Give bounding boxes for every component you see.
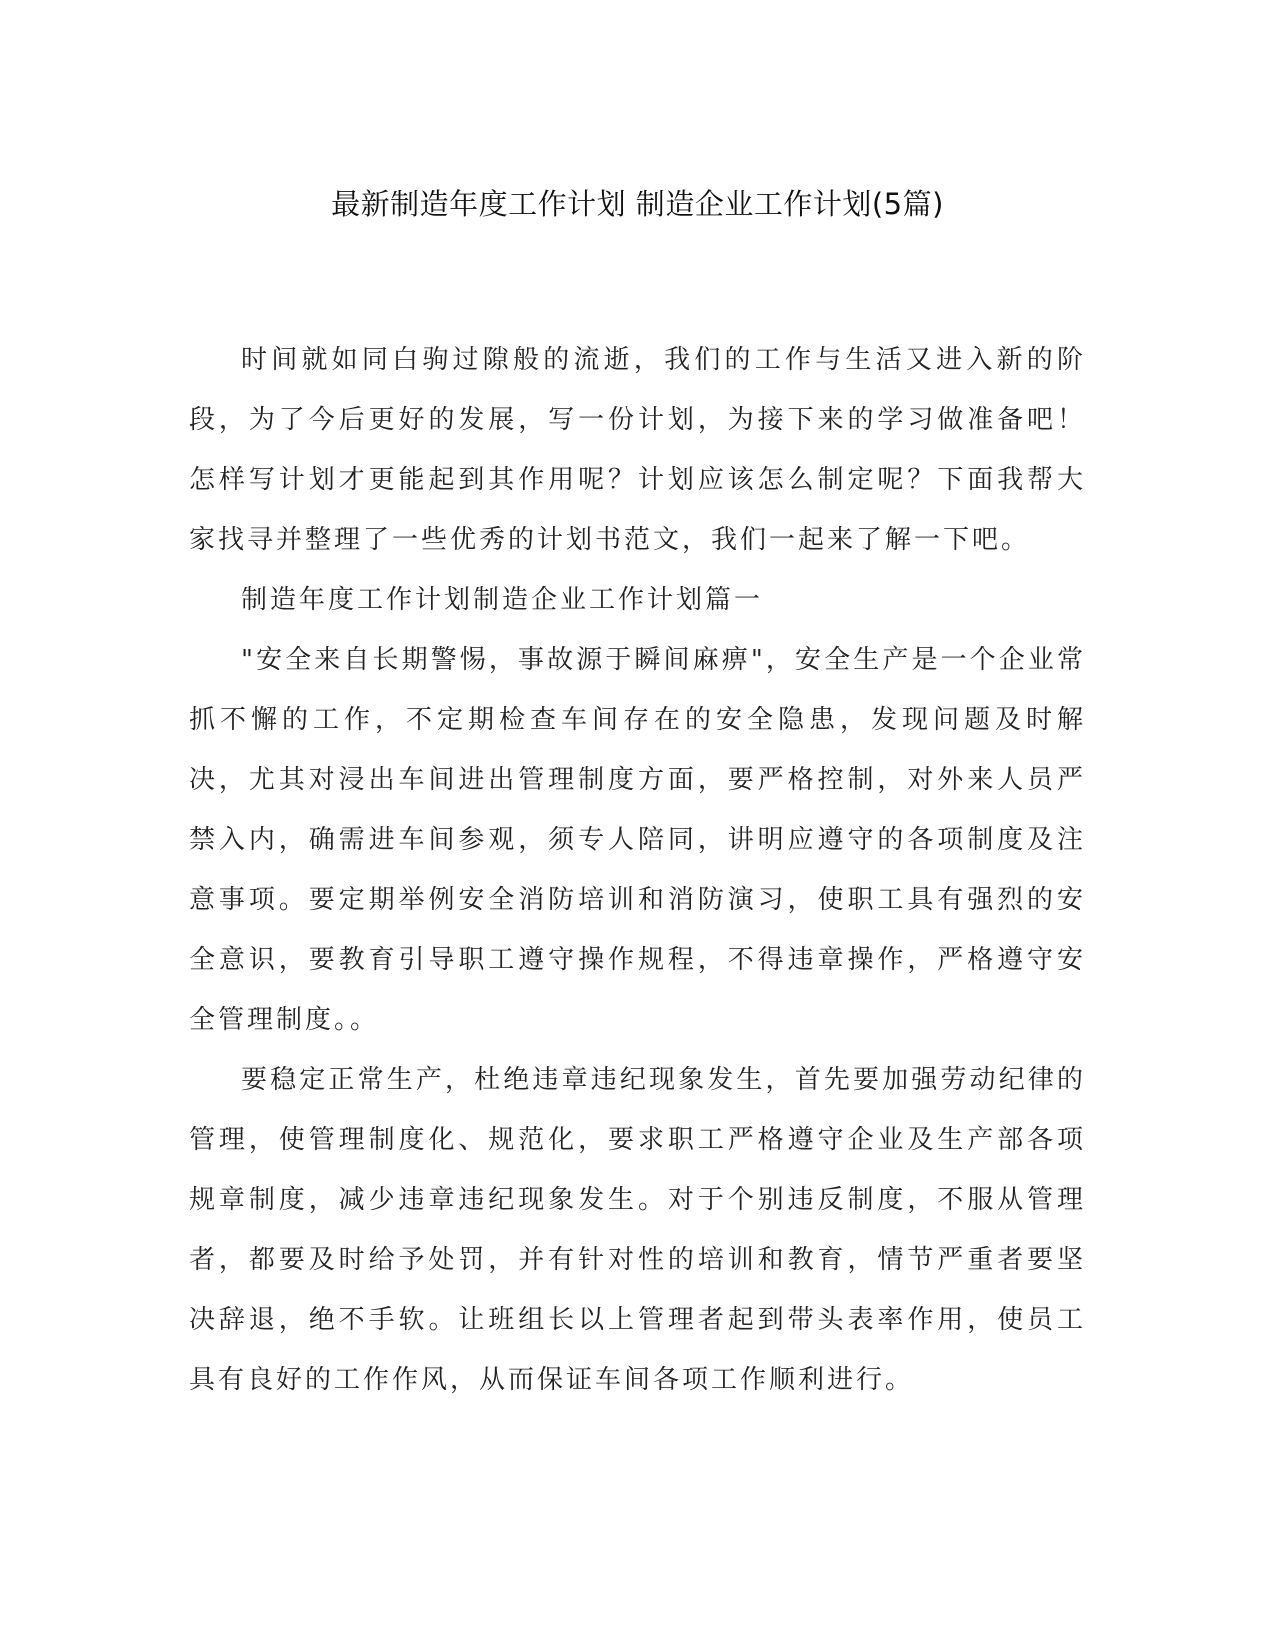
discipline-paragraph: 要稳定正常生产，杜绝违章违纪现象发生，首先要加强劳动纪律的管理，使管理制度化、规范化，要求职工严格遵守企业及生产部各项规章制度，减少违章违纪现象发生。对于个别违反制度，不服从管理者，都要及时给予处罚，并有针对性的培训和教育，情节严重者要坚决辞退，绝不手软。让班组长以上管理者起到带头表率作用，使员工具有良好的工作作风，从而保证车间各项工作顺利进行。 [189, 1065, 1086, 1395]
section-heading: 制造年度工作计划制造企业工作计划篇一 [241, 585, 764, 615]
document-title: 最新制造年度工作计划 制造企业工作计划(5篇) [331, 187, 944, 221]
intro-paragraph: 时间就如同白驹过隙般的流逝，我们的工作与生活又进入新的阶段，为了今后更好的发展，写一份计划，为接下来的学习做准备吧！怎样写计划才更能起到其作用呢？计划应该怎么制定呢？下面我帮大家找寻并整理了一些优秀的计划书范文，我们一起来了解一下吧。 [189, 345, 1086, 555]
document-body [189, 330, 1086, 1410]
safety-paragraph: "安全来自长期警惕，事故源于瞬间麻痹"，安全生产是一个企业常抓不懈的工作，不定期检查车间存在的安全隐患，发现问题及时解决，尤其对浸出车间进出管理制度方面，要严格控制，对外来人员严禁入内，确需进车间参观，须专人陪同，讲明应遵守的各项制度及注意事项。要定期举例安全消防培训和消防演习，使职工具有强烈的安全意识，要教育引导职工遵守操作规程，不得违章操作，严格遵守安全管理制度。。 [189, 645, 1086, 1035]
